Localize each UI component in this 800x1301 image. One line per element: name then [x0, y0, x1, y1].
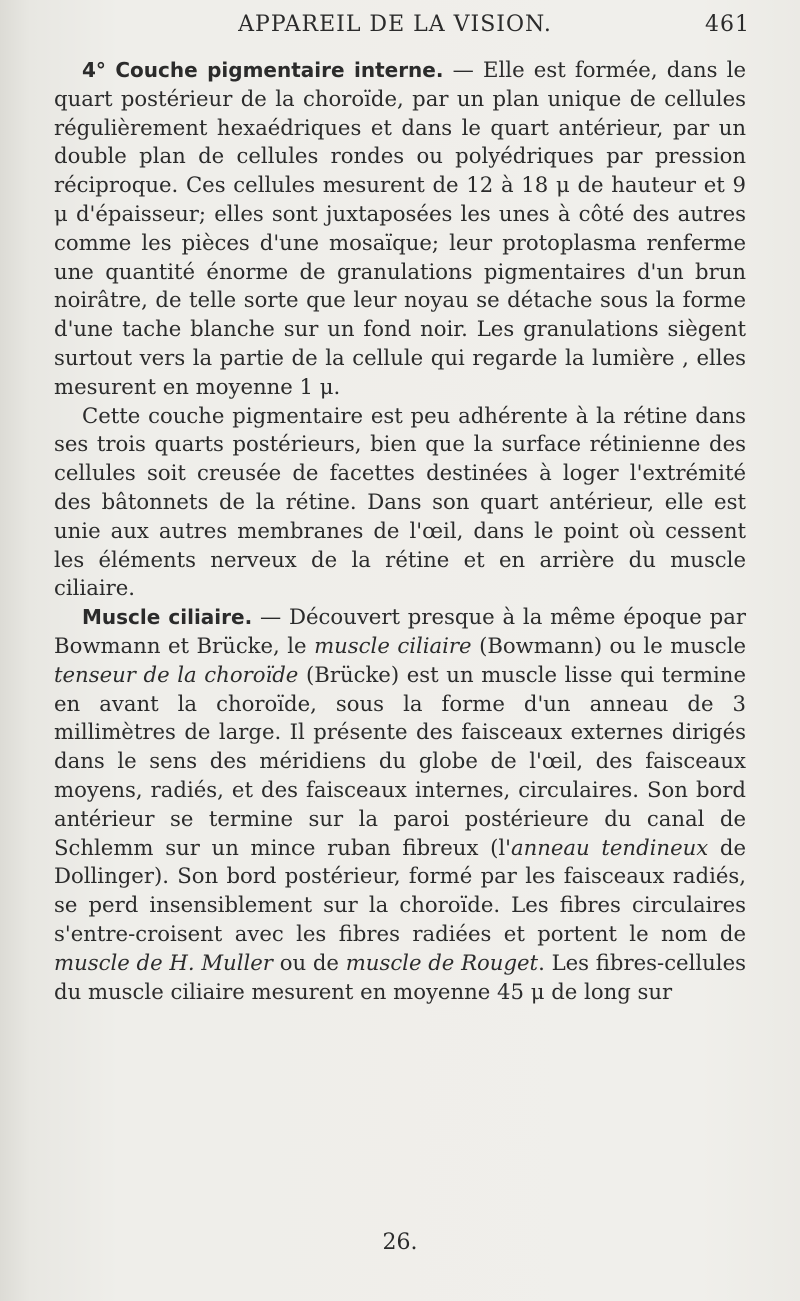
paragraph-text: — Elle est formée, dans le quart postérieur de la choroïde, par un plan unique de cellules régulièrement hexaédriques et dans le quart antérieur, par un double plan de cellules rondes ou polyédriques par pression réciproque. Ces cellules mesurent de 12 à 18 μ de hauteur et 9 μ d'épaisseur; elles sont juxtaposées les unes à côté des autres comme les pièces d'une mosaïque; leur protoplasma renferme une quantité énorme de granulations pigmentaires d'un brun noirâtre, de telle sorte que leur noyau se détache sous la forme d'une tache blanche sur un fond noir. Les granulations siègent surtout vers la partie de la cellule qui regarde la lumière , elles mesurent en moyenne 1 μ.: [54, 57, 746, 399]
text-run: (Bowmann) ou le muscle: [471, 632, 747, 658]
page-number: 461: [705, 12, 750, 37]
running-title: APPAREIL DE LA VISION.: [238, 12, 552, 37]
text-run: (Brücke) est un muscle lisse qui termine en avant la choroïde, sous la forme d'un anneau de 3 millimètres de large. Il présente des faisceaux externes dirigés dans le sens des méridiens du globe de l'œil, des faisceaux moyens, radiés, et des faisceaux internes, circulaires. Son bord antérieur se termine sur la paroi postérieure du canal de Schlemm sur un mince ruban fibreux (l': [54, 661, 746, 860]
paragraph-muscle-ciliaire: [54, 603, 746, 1006]
text-run: . Les fibres-cellules du muscle ciliaire mesurent en moyenne 45 μ de long sur: [54, 949, 746, 1004]
text-run: de Dollinger). Son bord postérieur, formé par les faisceaux radiés, se perd insensiblement sur la choroïde. Les fibres circulaires s'entre-croisent avec les fibres radiées et portent le nom de: [54, 834, 746, 946]
paragraph-text: Cette couche pigmentaire est peu adhérente à la rétine dans ses trois quarts postérieurs, bien que la surface rétinienne des cellules soit creusée de facettes destinées à loger l'extrémité des bâtonnets de la rétine. Dans son quart antérieur, elle est unie aux autres membranes de l'œil, dans le point où cessent les éléments nerveux de la rétine et en arrière du muscle ciliaire.: [54, 402, 746, 601]
paragraph-couche-pigmentaire: [54, 56, 746, 402]
italic-term: muscle de H. Muller: [54, 949, 273, 975]
text-run: — Découvert presque à la même époque par Bowmann et Brücke, le: [54, 604, 746, 658]
italic-term: muscle ciliaire: [314, 632, 472, 658]
paragraph-adherence: [54, 402, 746, 604]
section-heading-couche-pigmentaire: 4° Couche pigmentaire interne.: [82, 58, 444, 82]
signature-mark: 26.: [382, 1230, 418, 1255]
text-run: ou de: [272, 949, 346, 975]
running-header: [40, 12, 750, 42]
body-text: [54, 56, 746, 1006]
italic-term: anneau tendineux: [510, 834, 709, 860]
italic-term: tenseur de la choroïde: [54, 661, 299, 687]
italic-term: muscle de Rouget: [345, 949, 539, 975]
section-heading-muscle-ciliaire: Muscle ciliaire.: [82, 605, 253, 630]
